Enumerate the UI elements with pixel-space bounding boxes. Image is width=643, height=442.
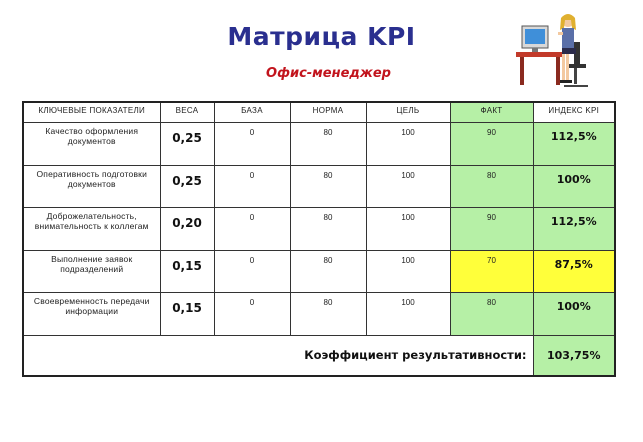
column-header-fact: ФАКТ [450,102,533,123]
kpi-index-value: 112,5% [533,208,615,251]
target-value: 100 [366,208,450,251]
indicator-name: Доброжелательность, внимательность к коллегам [23,208,160,251]
column-header-indicators: КЛЮЧЕВЫЕ ПОКАЗАТЕЛИ [23,102,160,123]
indicator-name: Своевременность передачи информации [23,293,160,336]
target-value: 100 [366,250,450,293]
base-value: 0 [214,293,290,336]
total-row [23,335,615,376]
weight-value: 0,25 [160,123,214,166]
table-row [23,208,615,251]
fact-value: 70 [450,250,533,293]
weight-value: 0,25 [160,165,214,208]
fact-value: 90 [450,208,533,251]
table-row [23,250,615,293]
target-value: 100 [366,165,450,208]
column-header-target: ЦЕЛЬ [366,102,450,123]
weight-value: 0,20 [160,208,214,251]
kpi-index-value: 100% [533,293,615,336]
fact-value: 80 [450,293,533,336]
indicator-name: Выполнение заявок подразделений [23,250,160,293]
table-row [23,293,615,336]
table-row [23,165,615,208]
column-header-weights: ВЕСА [160,102,214,123]
fact-value: 80 [450,165,533,208]
weight-value: 0,15 [160,250,214,293]
kpi-index-value: 112,5% [533,123,615,166]
base-value: 0 [214,250,290,293]
kpi-index-value: 87,5% [533,250,615,293]
indicator-name: Оперативность подготовки документов [23,165,160,208]
office-worker-at-computer-icon [516,12,608,90]
total-label: Коэффициент результативности: [23,335,533,376]
table-header-row [23,102,615,123]
column-header-norm: НОРМА [290,102,366,123]
norm-value: 80 [290,208,366,251]
column-header-base: БАЗА [214,102,290,123]
norm-value: 80 [290,165,366,208]
base-value: 0 [214,208,290,251]
column-header-kpi-index: ИНДЕКС KPI [533,102,615,123]
page-subtitle: Офис-менеджер [266,66,391,81]
base-value: 0 [214,123,290,166]
norm-value: 80 [290,123,366,166]
total-value: 103,75% [533,335,615,376]
fact-value: 90 [450,123,533,166]
kpi-matrix-table [22,101,616,377]
page-title: Матрица KPI [227,22,416,51]
norm-value: 80 [290,250,366,293]
table-row [23,123,615,166]
weight-value: 0,15 [160,293,214,336]
norm-value: 80 [290,293,366,336]
target-value: 100 [366,123,450,166]
base-value: 0 [214,165,290,208]
indicator-name: Качество оформления документов [23,123,160,166]
target-value: 100 [366,293,450,336]
kpi-index-value: 100% [533,165,615,208]
